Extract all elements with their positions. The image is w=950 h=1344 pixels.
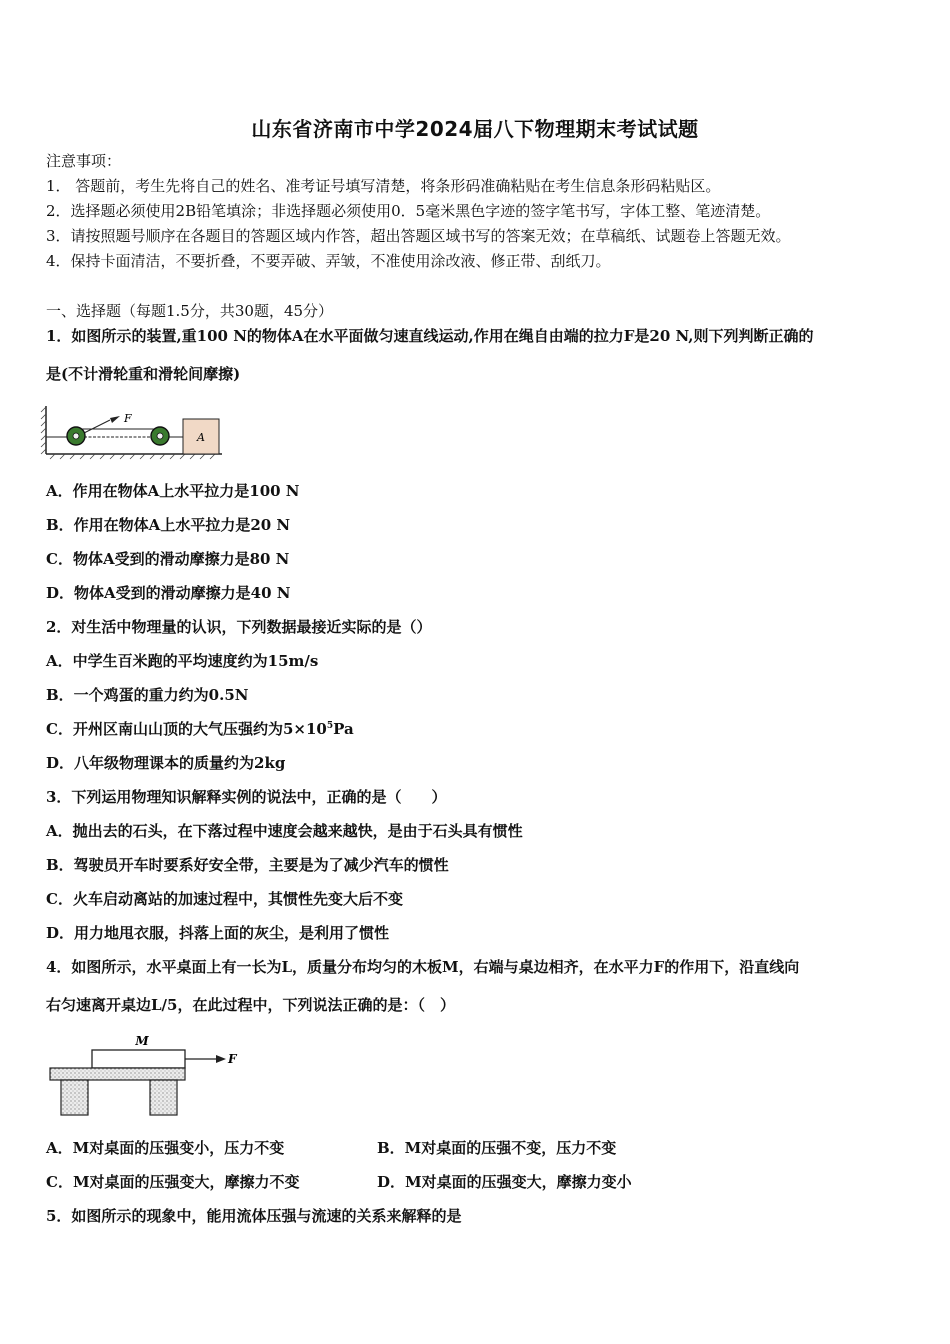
q3-option-c: C．火车启动离站的加速过程中，其惯性先变大后不变 <box>46 890 403 908</box>
q3-option-d: D．用力地甩衣服，抖落上面的灰尘，是利用了惯性 <box>46 924 390 942</box>
q5-stem: 5．如图所示的现象中，能用流体压强与流速的关系来解释的是 <box>46 1207 462 1225</box>
q4-stem-line1: 4．如图所示，水平桌面上有一长为L，质量分布均匀的木板M，右端与桌边相齐，在水平力F的作用下，沿直线向 <box>46 958 800 976</box>
pulley-diagram <box>40 402 225 462</box>
q1-stem-line1: 1．如图所示的装置,重100 N的物体A在水平面做匀速直线运动,作用在绳自由端的拉力F是20 N,则下列判断正确的 <box>46 327 814 345</box>
q2-option-b: B．一个鸡蛋的重力约为0.5N <box>46 686 249 704</box>
q2-option-c-exponent: 5 <box>326 721 334 731</box>
q4-force-label: F <box>228 1052 237 1066</box>
force-label: F <box>124 412 132 425</box>
q3-option-b: B．驾驶员开车时要系好安全带，主要是为了减少汽车的惯性 <box>46 856 449 874</box>
q2-option-c-text: C．开州区南山山顶的大气压强约为5×10 <box>46 720 327 738</box>
q4-option-c: C．M对桌面的压强变大，摩擦力不变 <box>46 1173 300 1191</box>
q2-option-d: D．八年级物理课本的质量约为2kg <box>46 754 286 772</box>
q4-stem-line2: 右匀速离开桌边L/5，在此过程中，下列说法正确的是：（ ） <box>46 996 455 1014</box>
q1-option-a: A．作用在物体A上水平拉力是100 N <box>46 482 300 500</box>
q2-option-c <box>46 720 354 738</box>
notice-item-2: 2．选择题必须使用2B铅笔填涂；非选择题必须使用0．5毫米黑色字迹的签字笔书写，字体工整、笔迹清楚。 <box>46 202 771 220</box>
board-label: M <box>135 1034 149 1048</box>
section-heading: 一、选择题（每题1.5分，共30题，45分） <box>46 302 334 320</box>
q1-option-d: D．物体A受到的滑动摩擦力是40 N <box>46 584 291 602</box>
notice-item-4: 4．保持卡面清洁，不要折叠，不要弄破、弄皱，不准使用涂改液、修正带、刮纸刀。 <box>46 252 611 270</box>
q1-stem-line2: 是(不计滑轮重和滑轮间摩擦) <box>46 365 241 383</box>
q2-option-a: A．中学生百米跑的平均速度约为15m/s <box>46 652 319 670</box>
q4-option-d: D．M对桌面的压强变大，摩擦力变小 <box>377 1173 632 1191</box>
block-label: A <box>197 431 205 444</box>
notice-item-1: 1． 答题前，考生先将自己的姓名、准考证号填写清楚，将条形码准确粘贴在考生信息条形码粘贴区。 <box>46 177 721 195</box>
q2-stem: 2．对生活中物理量的认识，下列数据最接近实际的是（） <box>46 618 432 636</box>
q3-stem: 3．下列运用物理知识解释实例的说法中，正确的是（ ） <box>46 788 447 806</box>
q4-option-a: A．M对桌面的压强变小，压力不变 <box>46 1139 285 1157</box>
notice-item-3: 3．请按照题号顺序在各题目的答题区域内作答，超出答题区域书写的答案无效；在草稿纸、试题卷上答题无效。 <box>46 227 791 245</box>
q4-option-b: B．M对桌面的压强不变，压力不变 <box>377 1139 617 1157</box>
table-board-diagram <box>46 1032 246 1118</box>
q3-option-a: A．抛出去的石头，在下落过程中速度会越来越快，是由于石头具有惯性 <box>46 822 523 840</box>
q1-option-c: C．物体A受到的滑动摩擦力是80 N <box>46 550 290 568</box>
q2-option-c-unit: Pa <box>333 720 354 738</box>
q1-option-b: B．作用在物体A上水平拉力是20 N <box>46 516 291 534</box>
page-title: 山东省济南市中学2024届八下物理期末考试试题 <box>251 117 699 141</box>
notice-heading: 注意事项： <box>46 152 122 170</box>
